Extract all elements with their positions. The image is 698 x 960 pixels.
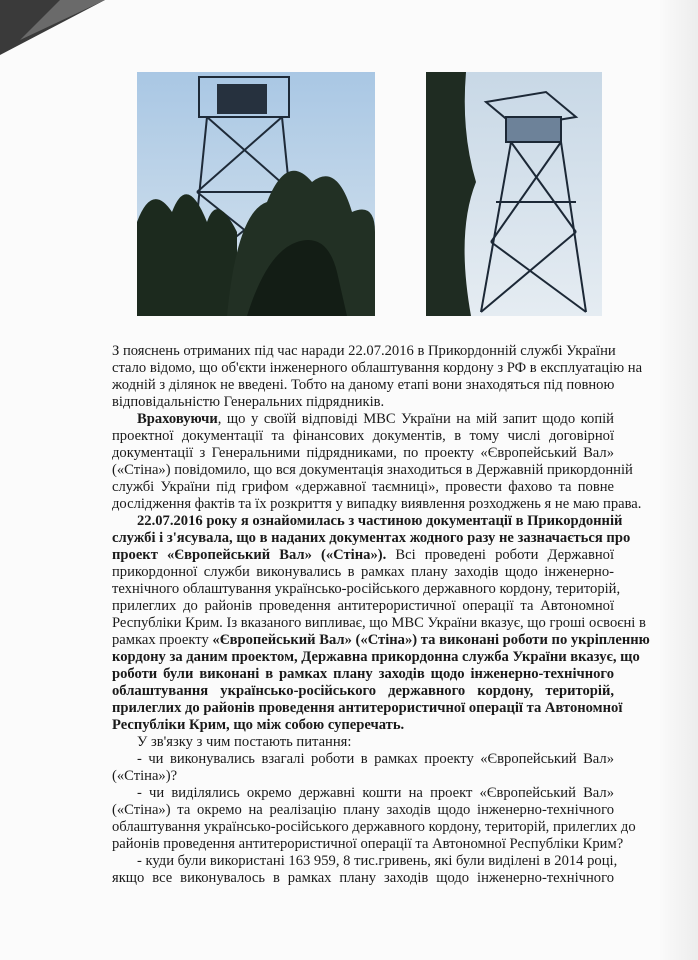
text-line	[112, 819, 636, 836]
text-line	[112, 683, 614, 700]
text-line	[112, 360, 643, 377]
text-line	[112, 377, 614, 394]
bold-text-segment: 22.07.2016 року я ознайомилась з частиною документації в Прикордонній	[137, 513, 623, 529]
text-segment: службі України під грифом «державної таємниці», провести фахово та повне	[112, 479, 614, 495]
text-segment: документації з Генеральними підрядниками, по проекту «Європейський Вал»	[112, 445, 614, 461]
text-segment: - чи виділялись окремо державні кошти на проект «Європейський Вал»	[137, 785, 614, 801]
text-segment: («Стіна») повідомило, що вся документація знаходиться в Державній прикордонній	[112, 462, 633, 478]
text-line	[112, 394, 614, 411]
bold-text-segment: Враховуючи	[137, 411, 218, 427]
bold-text-segment: роботи були виконані в рамках плану заходів щодо інженерно-технічного	[112, 666, 614, 682]
text-segment: стало відомо, що об'єкти інженерного облаштування кордону з РФ в експлуатацію на	[112, 360, 643, 376]
document-body	[112, 343, 650, 887]
watchtower-photo-right	[426, 72, 602, 316]
text-segment: технічного облаштування українсько-російського державного кордону, територій,	[112, 581, 621, 597]
text-line	[112, 343, 614, 360]
text-line	[112, 564, 614, 581]
text-segment: , що у своїй відповіді МВС України на мій запит щодо копій	[217, 411, 614, 427]
text-segment: проектної документації та фінансових документів, в тому числі договірної	[112, 428, 614, 444]
text-segment: якщо все виконувалось в рамках плану заходів щодо інженерно-технічного	[112, 870, 614, 886]
text-line	[112, 700, 623, 717]
text-line	[112, 666, 614, 683]
text-segment: відповідальністю Генеральних підрядників.	[112, 394, 385, 410]
text-line	[112, 581, 621, 598]
scan-corner-fold	[0, 0, 110, 60]
text-segment: прикордонної служби виконувались в рамках плану заходів щодо інженерно-	[112, 564, 614, 580]
text-line	[112, 632, 650, 649]
text-line	[112, 530, 631, 547]
bold-text-segment: проект «Європейський Вал» («Стіна»).	[112, 547, 387, 563]
bold-text-segment: службі і з'ясувала, що в наданих документах жодного разу не зазначається про	[112, 530, 631, 546]
text-segment: жодній з ділянок не введені. Тобто на даному етапі вони знаходяться під повною	[112, 377, 615, 393]
text-line	[112, 479, 614, 496]
text-segment: Всі проведені роботи Державної	[386, 547, 615, 563]
text-line	[112, 802, 614, 819]
text-line	[112, 649, 640, 666]
scan-shadow	[658, 0, 698, 960]
text-line	[112, 734, 614, 751]
text-line	[112, 598, 614, 615]
text-segment: облаштування українсько-російського державного кордону, територій, прилеглих до	[112, 819, 636, 835]
text-segment: («Стіна») та окремо на реалізацію плану заходів щодо інженерно-технічного	[112, 802, 614, 818]
bold-text-segment: «Європейський Вал» («Стіна») та виконані роботи по укріпленню	[212, 632, 650, 648]
text-line	[112, 717, 614, 734]
text-segment: У зв'язку з чим постають питання:	[137, 734, 352, 750]
text-segment: З пояснень отриманих під час наради 22.07.2016 в Прикордонній службі України	[112, 343, 616, 359]
text-segment: Республіки Крим. Із вказаного випливає, що МВС України вказує, що гроші освоєні в	[112, 615, 646, 631]
text-line	[112, 445, 614, 462]
text-line	[112, 836, 624, 853]
text-line	[112, 751, 614, 768]
text-line	[112, 615, 646, 632]
text-line	[112, 853, 618, 870]
text-line	[112, 768, 614, 785]
bold-text-segment: облаштування українсько-російського державного кордону, територій,	[112, 683, 614, 699]
watchtower-photo-left	[137, 72, 375, 316]
text-segment: - куди були використані 163 959, 8 тис.гривень, які були виділені в 2014 році,	[137, 853, 618, 869]
text-line	[112, 428, 614, 445]
text-segment: дослідження фактів та їх розкриття у випадку виявлення розходжень я не маю права.	[112, 496, 642, 512]
bold-text-segment: кордону за даним проектом, Державна прикордонна служба України вказує, що	[112, 649, 640, 665]
text-line	[112, 547, 614, 564]
text-line	[112, 785, 614, 802]
text-segment: - чи виконувались взагалі роботи в рамках проекту «Європейський Вал»	[137, 751, 614, 767]
text-line	[112, 496, 642, 513]
text-segment: рамках проекту	[112, 632, 213, 648]
text-segment: прилеглих до районів проведення антитерористичної операції та Автономної	[112, 598, 614, 614]
text-line	[112, 462, 633, 479]
text-segment: районів проведення антитерористичної операції та Автономної Республіки Крим?	[112, 836, 624, 852]
text-line	[112, 870, 614, 887]
bold-text-segment: Республіки Крим, що між собою суперечать.	[112, 717, 405, 733]
bold-text-segment: прилеглих до районів проведення антитерористичної операції та Автономної	[112, 700, 623, 716]
text-segment: («Стіна»)?	[112, 768, 178, 784]
text-line	[112, 411, 614, 428]
text-line	[112, 513, 623, 530]
